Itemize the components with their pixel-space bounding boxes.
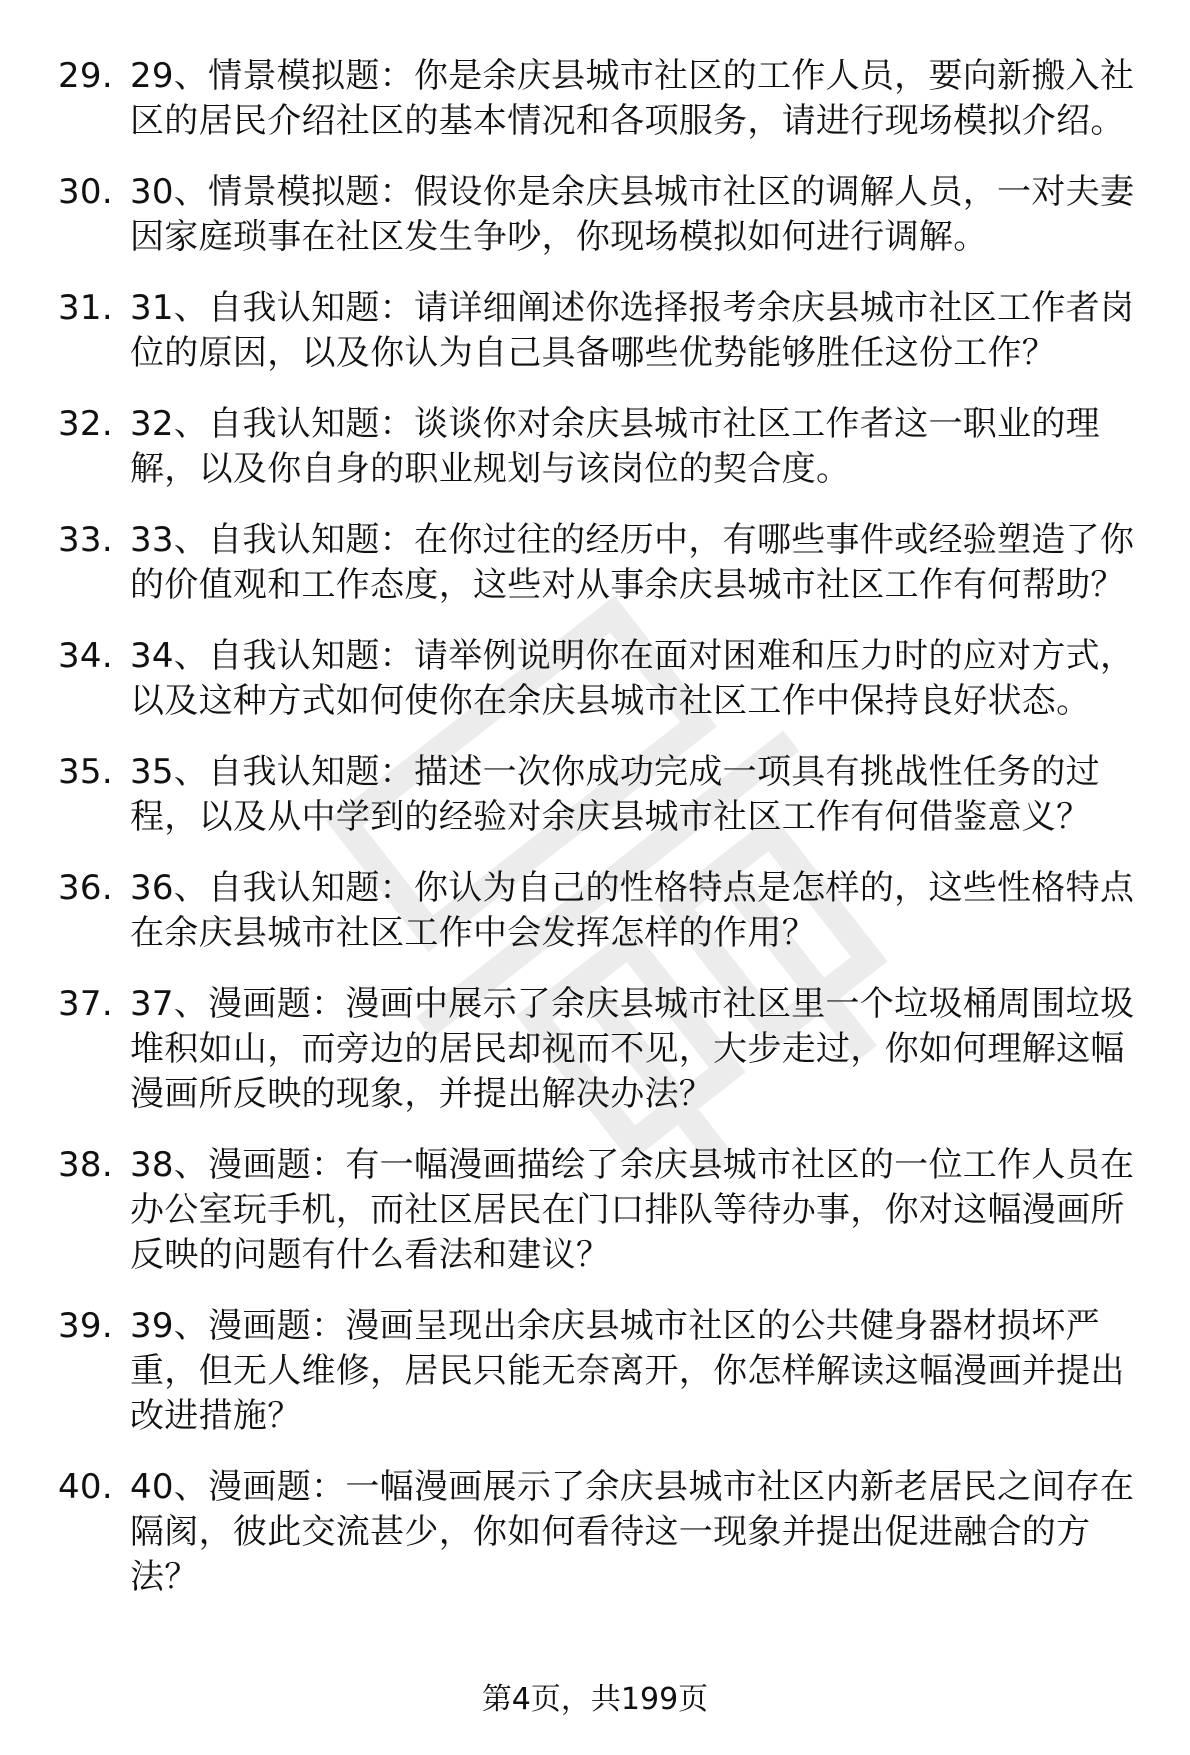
question-item [58,1304,1150,1439]
question-item [58,286,1150,376]
question-text: 32、自我认知题：谈谈你对余庆县城市社区工作者这一职业的理解，以及你自身的职业规划与该岗位的契合度。 [130,404,1100,489]
question-item [58,750,1150,840]
question-number: 34. [58,636,113,676]
question-text: 30、情景模拟题：假设你是余庆县城市社区的调解人员，一对夫妻因家庭琐事在社区发生争吵，你现场模拟如何进行调解。 [130,172,1135,257]
question-item [58,1465,1150,1600]
question-item [58,982,1150,1117]
question-text: 35、自我认知题：描述一次你成功完成一项具有挑战性任务的过程，以及从中学到的经验对余庆县城市社区工作有何借鉴意义？ [130,752,1100,837]
question-text: 40、漫画题：一幅漫画展示了余庆县城市社区内新老居民之间存在隔阂，彼此交流甚少，你如何看待这一现象并提出促进融合的方法？ [130,1467,1135,1597]
question-item [58,518,1150,608]
question-list [58,54,1150,1626]
question-text: 29、情景模拟题：你是余庆县城市社区的工作人员，要向新搬入社区的居民介绍社区的基本情况和各项服务，请进行现场模拟介绍。 [130,56,1135,141]
page-footer: 第4页，共199页 [481,1682,709,1717]
question-number: 31. [58,288,113,328]
question-number: 36. [58,868,113,908]
question-item [58,866,1150,956]
question-number: 35. [58,752,113,792]
question-number: 30. [58,172,113,212]
question-text: 33、自我认知题：在你过往的经历中，有哪些事件或经验塑造了你的价值观和工作态度，这些对从事余庆县城市社区工作有何帮助？ [130,520,1135,605]
question-text: 31、自我认知题：请详细阐述你选择报考余庆县城市社区工作者岗位的原因，以及你认为自己具备哪些优势能够胜任这份工作？ [130,288,1135,373]
question-text: 38、漫画题：有一幅漫画描绘了余庆县城市社区的一位工作人员在办公室玩手机，而社区居民在门口排队等待办事，你对这幅漫画所反映的问题有什么看法和建议？ [130,1145,1135,1275]
question-text: 37、漫画题：漫画中展示了余庆县城市社区里一个垃圾桶周围垃圾堆积如山，而旁边的居民却视而不见，大步走过，你如何理解这幅漫画所反映的现象，并提出解决办法？ [130,984,1135,1114]
question-number: 37. [58,984,113,1024]
question-item [58,402,1150,492]
question-text: 34、自我认知题：请举例说明你在面对困难和压力时的应对方式，以及这种方式如何使你在余庆县城市社区工作中保持良好状态。 [130,636,1135,721]
question-text: 36、自我认知题：你认为自己的性格特点是怎样的，这些性格特点在余庆县城市社区工作中会发挥怎样的作用？ [130,868,1135,953]
question-number: 39. [58,1306,113,1346]
question-item [58,54,1150,144]
question-number: 33. [58,520,113,560]
question-number: 38. [58,1145,113,1185]
question-text: 39、漫画题：漫画呈现出余庆县城市社区的公共健身器材损坏严重，但无人维修，居民只能无奈离开，你怎样解读这幅漫画并提出改进措施？ [130,1306,1125,1436]
question-number: 40. [58,1467,113,1507]
question-number: 29. [58,56,113,96]
question-item [58,634,1150,724]
question-item [58,1143,1150,1278]
question-number: 32. [58,404,113,444]
question-item [58,170,1150,260]
